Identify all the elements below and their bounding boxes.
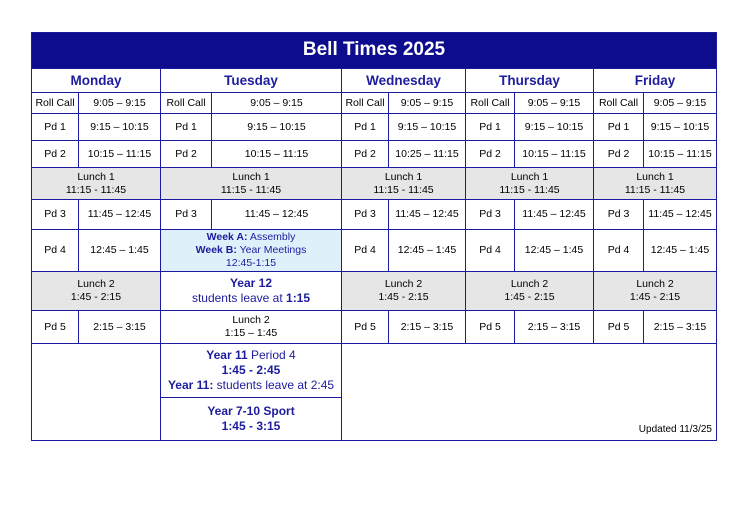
pd3-label-wed: Pd 3 — [341, 199, 389, 230]
pd3-time-mon: 11:45 – 12:45 — [78, 199, 161, 230]
pd2-time-wed: 10:25 – 11:15 — [388, 140, 466, 168]
pd5-label-mon: Pd 5 — [31, 310, 79, 344]
year11-leave-line — [168, 378, 334, 393]
lunch2-time: 1:45 - 2:15 — [378, 291, 429, 303]
rollcall-label-tue: Roll Call — [160, 92, 212, 114]
year12-title: Year 12 — [229, 276, 273, 290]
year12-leave-time: 1:15 — [286, 291, 311, 305]
pd2-label-fri: Pd 2 — [593, 140, 644, 168]
lunch2-time: 1:45 - 2:15 — [70, 291, 122, 303]
pd4-label-wed: Pd 4 — [341, 229, 389, 272]
lunch2-label: Lunch 2 — [384, 278, 423, 290]
rollcall-label-wed: Roll Call — [341, 92, 389, 114]
pd3-label-mon: Pd 3 — [31, 199, 79, 230]
lunch1-tue — [160, 167, 342, 200]
pd2-label-thu: Pd 2 — [465, 140, 515, 168]
day-header-monday: Monday — [31, 68, 161, 93]
pd3-time-thu: 11:45 – 12:45 — [514, 199, 594, 230]
updated-cell — [341, 343, 717, 441]
day-header-tuesday: Tuesday — [160, 68, 342, 93]
lunch2-label: Lunch 2 — [232, 314, 270, 326]
lunch2-tue — [160, 310, 342, 344]
lunch2-wed — [341, 271, 466, 311]
pd2-label-tue: Pd 2 — [160, 140, 212, 168]
lunch1-time: 11:15 - 11:45 — [220, 183, 282, 196]
pd1-time-mon: 9:15 – 10:15 — [78, 113, 161, 141]
day-header-friday: Friday — [593, 68, 717, 93]
sport-title: Year 7-10 Sport — [207, 404, 295, 418]
rollcall-label-fri: Roll Call — [593, 92, 644, 114]
lunch1-wed — [341, 167, 466, 200]
pd1-time-tue: 9:15 – 10:15 — [211, 113, 342, 141]
lunch1-time: 11:15 - 11:45 — [373, 183, 434, 196]
lunch1-thu — [465, 167, 594, 200]
rollcall-time-mon: 9:05 – 9:15 — [78, 92, 161, 114]
lunch2-mon — [31, 271, 161, 311]
pd1-label-tue: Pd 1 — [160, 113, 212, 141]
year12-leave-text: students leave at — [191, 291, 287, 305]
pd5-time-wed: 2:15 – 3:15 — [388, 310, 466, 344]
pd4-time-wed: 12:45 – 1:45 — [388, 229, 466, 272]
pd4-label-thu: Pd 4 — [465, 229, 515, 272]
pd2-label-wed: Pd 2 — [341, 140, 389, 168]
lunch2-tue-time: 1:15 – 1:45 — [224, 327, 278, 339]
pd1-label-mon: Pd 1 — [31, 113, 79, 141]
assembly-time: 12:45-1:15 — [225, 257, 277, 269]
tuesday-assembly-cell — [160, 229, 342, 272]
lunch2-label: Lunch 2 — [510, 278, 549, 290]
lunch1-label: Lunch 1 — [77, 170, 115, 183]
rollcall-time-thu: 9:05 – 9:15 — [514, 92, 594, 114]
lunch2-thu — [465, 271, 594, 311]
pd5-time-thu: 2:15 – 3:15 — [514, 310, 594, 344]
day-header-thursday: Thursday — [465, 68, 594, 93]
year11-title: Year 11 — [206, 348, 248, 362]
week-b-text: Year Meetings — [236, 244, 307, 256]
pd3-time-wed: 11:45 – 12:45 — [388, 199, 466, 230]
pd1-time-fri: 9:15 – 10:15 — [643, 113, 717, 141]
pd1-label-wed: Pd 1 — [341, 113, 389, 141]
pd5-label-thu: Pd 5 — [465, 310, 515, 344]
pd1-label-fri: Pd 1 — [593, 113, 644, 141]
year11-leave-text: students leave at 2:45 — [213, 378, 335, 392]
year11-period: Period 4 — [247, 348, 296, 362]
lunch2-time: 1:45 - 2:15 — [629, 291, 681, 303]
lunch1-label: Lunch 1 — [636, 170, 674, 183]
week-a-label: Week A: — [206, 231, 248, 243]
updated-note: Updated 11/3/25 — [638, 424, 712, 435]
pd4-label-mon: Pd 4 — [31, 229, 79, 272]
lunch1-fri — [593, 167, 717, 200]
year11-period-line — [206, 348, 295, 363]
pd3-time-tue: 11:45 – 12:45 — [211, 199, 342, 230]
sport-cell — [160, 397, 342, 441]
pd4-time-thu: 12:45 – 1:45 — [514, 229, 594, 272]
pd2-time-thu: 10:15 – 11:15 — [514, 140, 594, 168]
pd5-time-fri: 2:15 – 3:15 — [643, 310, 717, 344]
pd2-time-fri: 10:15 – 11:15 — [643, 140, 717, 168]
lunch1-label: Lunch 1 — [510, 170, 549, 183]
lunch1-label: Lunch 1 — [384, 170, 423, 183]
pd1-time-thu: 9:15 – 10:15 — [514, 113, 594, 141]
pd5-label-fri: Pd 5 — [593, 310, 644, 344]
lunch1-time: 11:15 - 11:45 — [499, 183, 560, 196]
pd1-time-wed: 9:15 – 10:15 — [388, 113, 466, 141]
week-b-label: Week B: — [195, 244, 237, 256]
monday-empty-cell — [31, 343, 161, 441]
pd4-time-fri: 12:45 – 1:45 — [643, 229, 717, 272]
rollcall-label-mon: Roll Call — [31, 92, 79, 114]
year12-leave-line — [192, 291, 310, 306]
lunch1-mon — [31, 167, 161, 200]
table-title: Bell Times 2025 — [31, 32, 717, 68]
week-a-text: Assembly — [247, 231, 296, 243]
pd1-label-thu: Pd 1 — [465, 113, 515, 141]
rollcall-label-thu: Roll Call — [465, 92, 515, 114]
lunch2-time: 1:45 - 2:15 — [504, 291, 555, 303]
pd2-label-mon: Pd 2 — [31, 140, 79, 168]
week-a-line — [207, 231, 296, 244]
lunch2-label: Lunch 2 — [636, 278, 674, 290]
pd3-time-fri: 11:45 – 12:45 — [643, 199, 717, 230]
pd4-time-mon: 12:45 – 1:45 — [78, 229, 161, 272]
pd2-time-tue: 10:15 – 11:15 — [211, 140, 342, 168]
pd3-label-tue: Pd 3 — [160, 199, 212, 230]
day-header-wednesday: Wednesday — [341, 68, 466, 93]
lunch2-fri — [593, 271, 717, 311]
pd4-label-fri: Pd 4 — [593, 229, 644, 272]
year12-cell — [160, 271, 342, 311]
pd2-time-mon: 10:15 – 11:15 — [78, 140, 161, 168]
rollcall-time-wed: 9:05 – 9:15 — [388, 92, 466, 114]
year11-time: 1:45 - 2:45 — [221, 363, 281, 377]
sport-time: 1:45 - 3:15 — [221, 419, 281, 433]
bell-times-table — [31, 32, 717, 441]
pd5-label-wed: Pd 5 — [341, 310, 389, 344]
rollcall-time-fri: 9:05 – 9:15 — [643, 92, 717, 114]
week-b-line — [196, 244, 307, 257]
pd3-label-thu: Pd 3 — [465, 199, 515, 230]
pd5-time-mon: 2:15 – 3:15 — [78, 310, 161, 344]
lunch1-time: 11:15 - 11:45 — [624, 183, 686, 196]
lunch1-time: 11:15 - 11:45 — [65, 183, 127, 196]
pd3-label-fri: Pd 3 — [593, 199, 644, 230]
rollcall-time-tue: 9:05 – 9:15 — [211, 92, 342, 114]
year11-leave-label: Year 11: — [167, 378, 214, 392]
lunch2-label: Lunch 2 — [77, 278, 115, 290]
lunch1-label: Lunch 1 — [232, 170, 270, 183]
year11-cell — [160, 343, 342, 398]
